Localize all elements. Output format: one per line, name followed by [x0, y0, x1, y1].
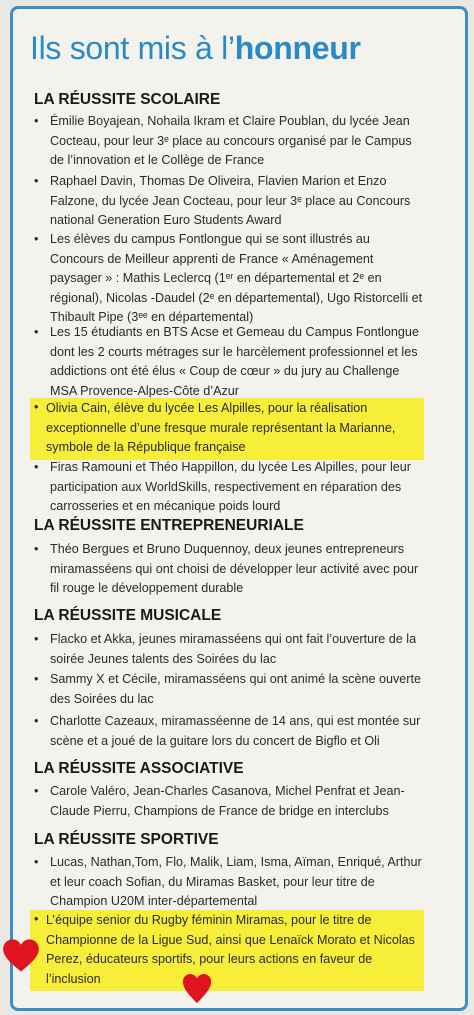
bullet-icon: • — [34, 114, 39, 128]
bullet-icon: • — [34, 400, 39, 414]
list-item: • Émilie Boyajean, Nohaila Ikram et Claire Poublan, du lycée Jean Cocteau, pour leur 3ᵉ place au concours organisé par le Campus de l’innovation et le Collège de France — [34, 114, 412, 167]
bullet-icon: • — [34, 784, 39, 798]
list-item: • Théo Bergues et Bruno Duquennoy, deux jeunes entrepreneurs miramasséens qui ont choisi de développer leur activité avec pour fil rouge le développement durable — [34, 542, 419, 595]
highlighted-list-item: • L’équipe senior du Rugby féminin Miramas, pour le titre de Championne de la Ligue Sud, ainsi que Lenaïck Morato et Nicolas Perez, éducateurs sportifs, pour leurs actions en faveur de l’inclusion — [34, 910, 424, 991]
list-item: • Flacko et Akka, jeunes miramasséens qui ont fait l’ouverture de la soirée Jeunes talents des Soirées du lac — [34, 632, 417, 666]
list-item: • Sammy X et Cécile, miramasséens qui ont animé la scène ouverte des Soirées du lac — [34, 672, 421, 706]
bullet-icon: • — [34, 232, 39, 246]
section-heading-associative: LA RÉUSSITE ASSOCIATIVE — [34, 760, 244, 777]
bullet-icon: • — [34, 672, 39, 686]
page-title: Ils sont mis à l’honneur — [30, 30, 361, 66]
section-heading-sportive: LA RÉUSSITE SPORTIVE — [34, 831, 219, 848]
bullet-icon: • — [34, 855, 39, 869]
bullet-icon: • — [34, 632, 39, 646]
bullet-icon: • — [34, 912, 39, 926]
bullet-icon: • — [34, 714, 39, 728]
list-item: • Lucas, Nathan,Tom, Flo, Malik, Liam, Isma, Aïman, Enriqué, Arthur et leur coach Sofian, du Miramas Basket, pour leur titre de Champion U20M inter-départemental — [34, 855, 422, 908]
list-item: • Les élèves du campus Fontlongue qui se sont illustrés au Concours de Meilleur apprenti de France « Aménagement paysager » : Mathis Leclercq (1ᵉʳ en départemental et 2ᵉ en régional), Nicolas -Daudel (2ᵉ en départemental), Ugo Ristorcelli et Thibault Pipe (3ᵉᵉ en départemental) — [34, 232, 423, 324]
list-item: • Firas Ramouni et Théo Happillon, du lycée Les Alpilles, pour leur participation aux WorldSkills, respectivement en réparation des carrosseries et en mécanique poids lourd — [34, 460, 411, 513]
section-heading-entrepreneuriale: LA RÉUSSITE ENTREPRENEURIALE — [34, 517, 304, 534]
section-heading-scolaire: LA RÉUSSITE SCOLAIRE — [34, 91, 221, 108]
bullet-icon: • — [34, 542, 39, 556]
list-item: • Carole Valéro, Jean-Charles Casanova, Michel Penfrat et Jean-Claude Pierru, Champions de France de bridge en interclubs — [34, 784, 405, 818]
bullet-icon: • — [34, 460, 39, 474]
heart-icon — [2, 938, 40, 974]
list-item: • Charlotte Cazeaux, miramasséenne de 14 ans, qui est montée sur scène et a joué de la guitare lors du concert de Bigflo et Oli — [34, 714, 421, 748]
heart-icon — [182, 970, 212, 1008]
bullet-icon: • — [34, 325, 39, 339]
section-heading-musicale: LA RÉUSSITE MUSICALE — [34, 607, 222, 624]
bullet-icon: • — [34, 174, 39, 188]
list-item: • Les 15 étudiants en BTS Acse et Gemeau du Campus Fontlongue dont les 2 courts métrages sur le harcèlement professionnel et les addictions ont été élus « Coup de cœur » du jury au Challenge MSA Provence-Alpes-Côte d’Azur — [34, 325, 419, 398]
highlighted-list-item: • Olivia Cain, élève du lycée Les Alpilles, pour la réalisation exceptionnelle d’une fresque murale représentant la Marianne, symbole de la République française — [34, 398, 424, 460]
list-item: • Raphael Davin, Thomas De Oliveira, Flavien Marion et Enzo Falzone, du lycée Jean Cocteau, pour leur 3ᵉ place au Concours national Generation Euro Students Award — [34, 174, 411, 227]
